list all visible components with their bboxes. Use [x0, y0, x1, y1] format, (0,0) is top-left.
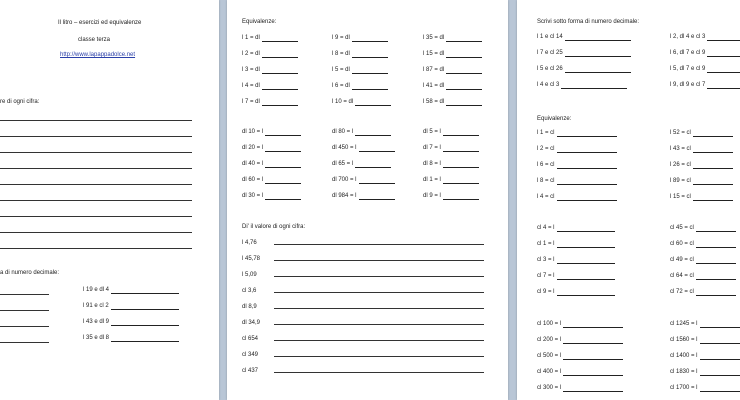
equivalence-item — [670, 50, 740, 57]
answer-blank[interactable] — [443, 194, 479, 200]
exercise-label: l 6 = dl — [332, 83, 350, 89]
digit-value-item — [242, 272, 257, 279]
exercise-label: dl 9 = l — [423, 193, 441, 199]
answer-blank[interactable] — [700, 370, 740, 376]
exercise-label: l 26 = cl — [670, 162, 691, 168]
answer-blank[interactable] — [443, 146, 479, 152]
exercise-label: cl 1400 = l — [670, 353, 698, 359]
equivalence-item — [670, 273, 736, 280]
equivalence-item — [670, 82, 740, 89]
exercise-label: cl 60 = cl — [670, 241, 694, 247]
equivalence-item — [670, 34, 740, 41]
exercise-label: l 58 = dl — [423, 99, 445, 105]
exercise-label: cl 64 = cl — [670, 273, 694, 279]
equivalence-item — [332, 129, 391, 136]
equivalence-item — [423, 67, 482, 74]
answer-blank[interactable] — [700, 338, 740, 344]
answer-blank[interactable] — [355, 162, 391, 168]
equivalence-item — [670, 385, 740, 392]
equivalence-item — [423, 51, 482, 58]
exercise-label: l 41 = dl — [423, 83, 445, 89]
section-heading-equivalences: Equivalenze: — [242, 19, 277, 25]
equivalence-item — [670, 353, 740, 360]
exercise-label: dl 20 = l — [242, 145, 264, 151]
answer-line — [274, 260, 484, 261]
decimal-exercise-item — [83, 287, 179, 294]
answer-blank[interactable] — [561, 83, 627, 89]
digit-value-item — [242, 288, 256, 295]
exercise-label: l 15 = dl — [423, 51, 445, 57]
exercise-label: l 43 e dl 9 — [83, 319, 110, 325]
answer-blank[interactable] — [446, 68, 482, 74]
answer-blank[interactable] — [446, 52, 482, 58]
answer-blank[interactable] — [557, 274, 615, 280]
equivalence-item — [332, 51, 388, 58]
digit-value-item — [242, 352, 258, 359]
equivalence-item — [670, 66, 740, 73]
answer-blank[interactable] — [693, 131, 733, 137]
exercise-label: cl 1830 = l — [670, 369, 698, 375]
answer-blank[interactable] — [693, 163, 733, 169]
equivalence-item — [332, 67, 388, 74]
decimal-exercise-item — [83, 335, 179, 342]
exercise-label: l 43 = cl — [670, 146, 691, 152]
exercise-label: cl 1 = l — [537, 241, 555, 247]
worksheet-page-right — [517, 0, 740, 400]
decimal-exercise-item — [83, 319, 179, 326]
exercise-label: l 2 = cl — [537, 146, 555, 152]
exercise-label: l 3 = dl — [242, 67, 260, 73]
worksheet-page-left — [0, 0, 219, 400]
answer-blank[interactable] — [565, 51, 631, 57]
equivalence-item — [332, 145, 395, 152]
answer-blank[interactable] — [355, 100, 391, 106]
equivalence-item — [242, 51, 298, 58]
equivalence-item — [537, 146, 617, 153]
website-link[interactable]: http://www.lapappadolce.net — [60, 52, 136, 58]
quantity-label: cl 3,6 — [242, 288, 257, 294]
exercise-label: l 7 e cl 25 — [537, 50, 563, 56]
answer-blank[interactable] — [700, 354, 740, 360]
exercise-label: l 89 = cl — [670, 178, 691, 184]
answer-blank[interactable] — [557, 163, 617, 169]
answer-blank[interactable] — [352, 52, 388, 58]
worksheet-class: classe terza — [78, 37, 111, 43]
answer-blank[interactable] — [111, 288, 179, 294]
answer-blank[interactable] — [707, 35, 740, 41]
exercise-label: l 15 = cl — [670, 194, 691, 200]
answer-blank[interactable] — [563, 354, 623, 360]
exercise-label: l 6 = cl — [537, 162, 555, 168]
exercise-label: l 35 = dl — [423, 35, 445, 41]
answer-blank[interactable] — [111, 320, 179, 326]
exercise-label: dl 10 = l — [242, 129, 264, 135]
answer-line — [0, 136, 192, 137]
answer-blank[interactable] — [557, 226, 615, 232]
equivalence-item — [242, 129, 301, 136]
worksheet-title: Il litro – esercizi ed equivalenze — [58, 20, 142, 26]
answer-blank[interactable] — [696, 226, 736, 232]
answer-blank[interactable] — [265, 162, 301, 168]
exercise-label: l 1 = cl — [537, 130, 555, 136]
answer-line — [0, 184, 192, 185]
equivalence-item — [423, 193, 479, 200]
answer-blank[interactable] — [696, 290, 736, 296]
exercise-label: cl 200 = l — [537, 337, 562, 343]
equivalence-item — [537, 353, 623, 360]
exercise-label: l 52 = cl — [670, 130, 691, 136]
equivalence-item — [537, 321, 623, 328]
exercise-label: cl 72 = cl — [670, 289, 694, 295]
exercise-label: l 4 = cl — [537, 194, 555, 200]
answer-blank[interactable] — [565, 35, 631, 41]
exercise-label: cl 7 = l — [537, 273, 555, 279]
exercise-label: cl 300 = l — [537, 385, 562, 391]
answer-line — [0, 248, 192, 249]
exercise-label: dl 450 = l — [332, 145, 357, 151]
equivalence-item — [670, 146, 733, 153]
answer-blank[interactable] — [693, 147, 733, 153]
quantity-label: l 5,09 — [242, 272, 257, 278]
answer-blank[interactable] — [557, 242, 615, 248]
answer-blank[interactable] — [446, 100, 482, 106]
answer-blank[interactable] — [557, 290, 615, 296]
answer-blank[interactable] — [557, 258, 615, 264]
answer-blank[interactable] — [557, 147, 617, 153]
exercise-label: cl 1700 = l — [670, 385, 698, 391]
digit-value-item — [242, 320, 260, 327]
answer-line — [0, 216, 192, 217]
answer-line-short — [0, 326, 49, 327]
answer-blank[interactable] — [355, 130, 391, 136]
equivalence-item — [670, 241, 736, 248]
equivalence-item — [332, 35, 388, 42]
answer-blank[interactable] — [693, 195, 733, 201]
answer-blank[interactable] — [443, 162, 479, 168]
quantity-label: l 45,78 — [242, 256, 261, 262]
equivalence-item — [670, 321, 740, 328]
answer-blank[interactable] — [696, 258, 736, 264]
equivalence-item — [423, 161, 479, 168]
answer-blank[interactable] — [262, 52, 298, 58]
equivalence-item — [242, 193, 301, 200]
digit-value-item — [242, 368, 258, 375]
exercise-label: cl 9 = l — [537, 289, 555, 295]
quantity-label: cl 349 — [242, 352, 259, 358]
answer-blank[interactable] — [352, 84, 388, 90]
equivalence-item — [537, 273, 615, 280]
equivalence-item — [332, 83, 388, 90]
exercise-label: cl 4 = l — [537, 225, 555, 231]
equivalence-item — [423, 145, 479, 152]
answer-blank[interactable] — [557, 179, 617, 185]
equivalence-item — [670, 178, 733, 185]
exercise-label: l 2, dl 4 e cl 3 — [670, 34, 706, 40]
section-heading-decimal: a di numero decimale: — [0, 270, 60, 276]
exercise-label: l 5 = dl — [332, 67, 350, 73]
exercise-label: cl 1560 = l — [670, 337, 698, 343]
equivalence-item — [423, 99, 482, 106]
answer-blank[interactable] — [707, 51, 740, 57]
answer-line — [274, 276, 484, 277]
digit-value-item — [242, 336, 258, 343]
equivalence-item — [332, 193, 395, 200]
exercise-label: cl 400 = l — [537, 369, 562, 375]
exercise-label: l 10 = dl — [332, 99, 354, 105]
equivalence-item — [670, 130, 733, 137]
equivalence-item — [242, 83, 298, 90]
equivalence-item — [537, 34, 631, 41]
answer-blank[interactable] — [700, 386, 740, 392]
answer-line-short — [0, 310, 49, 311]
section-heading-decimal-form: Scrivi sotto forma di numero decimale: — [537, 19, 640, 25]
equivalence-item — [242, 35, 298, 42]
exercise-label: l 6, dl 7 e cl 9 — [670, 50, 706, 56]
equivalence-item — [670, 257, 736, 264]
digit-value-item — [242, 240, 257, 247]
equivalence-item — [537, 162, 617, 169]
exercise-label: l 5 e cl 26 — [537, 66, 563, 72]
exercise-label: dl 65 = l — [332, 161, 354, 167]
equivalence-item — [423, 129, 479, 136]
quantity-label: cl 437 — [242, 368, 259, 374]
answer-blank[interactable] — [557, 195, 617, 201]
exercise-label: l 5, dl 7 e cl 9 — [670, 66, 706, 72]
answer-blank[interactable] — [443, 130, 479, 136]
exercise-label: cl 49 = cl — [670, 257, 694, 263]
equivalence-item — [332, 99, 391, 106]
answer-line — [274, 324, 484, 325]
exercise-label: l 1 = dl — [242, 35, 260, 41]
answer-blank[interactable] — [265, 130, 301, 136]
exercise-label: l 8 = cl — [537, 178, 555, 184]
decimal-exercise-item — [83, 303, 179, 310]
equivalence-item — [670, 369, 740, 376]
equivalence-item — [423, 83, 482, 90]
answer-blank[interactable] — [563, 322, 623, 328]
answer-blank[interactable] — [359, 146, 395, 152]
exercise-label: l 35 e dl 8 — [83, 335, 110, 341]
equivalence-item — [537, 225, 615, 232]
answer-blank[interactable] — [696, 274, 736, 280]
exercise-label: l 8 = dl — [332, 51, 350, 57]
answer-blank[interactable] — [693, 179, 733, 185]
answer-blank[interactable] — [262, 36, 298, 42]
quantity-label: dl 34,9 — [242, 320, 261, 326]
exercise-label: l 7 = dl — [242, 99, 260, 105]
answer-blank[interactable] — [446, 84, 482, 90]
answer-line — [0, 120, 192, 121]
quantity-label: dl 8,9 — [242, 304, 257, 310]
equivalence-item — [670, 289, 736, 296]
equivalence-item — [670, 225, 736, 232]
exercise-label: dl 30 = l — [242, 193, 264, 199]
answer-blank[interactable] — [352, 36, 388, 42]
quantity-label: l 4,76 — [242, 240, 257, 246]
answer-line — [274, 244, 484, 245]
equivalence-item — [242, 67, 298, 74]
equivalence-item — [242, 99, 298, 106]
answer-blank[interactable] — [696, 242, 736, 248]
digit-value-item — [242, 256, 260, 263]
answer-blank[interactable] — [359, 194, 395, 200]
answer-line — [0, 200, 192, 201]
answer-blank[interactable] — [443, 178, 479, 184]
exercise-label: cl 1245 = l — [670, 321, 698, 327]
exercise-label: l 19 e dl 4 — [83, 287, 110, 293]
section-heading-digit-values: Di' il valore di ogni cifra: — [242, 224, 306, 230]
answer-blank[interactable] — [262, 100, 298, 106]
worksheet-page-middle — [227, 0, 508, 400]
equivalence-item — [537, 289, 615, 296]
equivalence-item — [242, 177, 301, 184]
answer-blank[interactable] — [700, 322, 740, 328]
exercise-label: l 91 e cl 2 — [83, 303, 109, 309]
equivalence-item — [537, 130, 617, 137]
equivalence-item — [537, 337, 623, 344]
answer-blank[interactable] — [262, 68, 298, 74]
answer-blank[interactable] — [557, 131, 617, 137]
exercise-label: cl 100 = l — [537, 321, 562, 327]
exercise-label: l 9, dl 9 e cl 7 — [670, 82, 706, 88]
answer-blank[interactable] — [359, 178, 395, 184]
answer-blank[interactable] — [446, 36, 482, 42]
equivalence-item — [537, 369, 623, 376]
exercise-label: dl 40 = l — [242, 161, 264, 167]
equivalence-item — [332, 161, 391, 168]
answer-line — [0, 232, 192, 233]
equivalence-item — [423, 177, 479, 184]
answer-line — [274, 372, 484, 373]
exercise-label: l 1 e cl 14 — [537, 34, 563, 40]
answer-blank[interactable] — [565, 67, 631, 73]
answer-blank[interactable] — [563, 386, 623, 392]
equivalence-item — [242, 161, 301, 168]
answer-blank[interactable] — [111, 304, 179, 310]
section-heading-equivalences-right: Equivalenze: — [537, 116, 572, 122]
answer-line — [274, 340, 484, 341]
exercise-label: l 2 = dl — [242, 51, 260, 57]
exercise-label: dl 700 = l — [332, 177, 357, 183]
equivalence-item — [537, 82, 627, 89]
exercise-label: l 87 = dl — [423, 67, 445, 73]
answer-line-short — [0, 342, 49, 343]
equivalence-item — [537, 257, 615, 264]
exercise-label: dl 7 = l — [423, 145, 441, 151]
equivalence-item — [537, 178, 617, 185]
equivalence-item — [670, 162, 733, 169]
exercise-label: l 4 e cl 3 — [537, 82, 560, 88]
exercise-label: cl 500 = l — [537, 353, 562, 359]
answer-blank[interactable] — [265, 146, 301, 152]
answer-line-short — [0, 294, 49, 295]
answer-blank[interactable] — [563, 338, 623, 344]
answer-blank[interactable] — [262, 84, 298, 90]
equivalence-item — [537, 50, 631, 57]
section-heading-values: re di ogni cifra: — [0, 99, 40, 105]
answer-line — [274, 356, 484, 357]
answer-blank[interactable] — [352, 68, 388, 74]
equivalence-item — [423, 35, 482, 42]
answer-blank[interactable] — [265, 178, 301, 184]
answer-blank[interactable] — [707, 83, 740, 89]
exercise-label: dl 5 = l — [423, 129, 441, 135]
exercise-label: cl 45 = cl — [670, 225, 694, 231]
answer-line — [274, 292, 484, 293]
answer-blank[interactable] — [111, 336, 179, 342]
exercise-label: cl 3 = l — [537, 257, 555, 263]
answer-line — [0, 152, 192, 153]
equivalence-item — [537, 194, 617, 201]
exercise-label: dl 984 = l — [332, 193, 357, 199]
answer-blank[interactable] — [563, 370, 623, 376]
exercise-label: dl 8 = l — [423, 161, 441, 167]
answer-blank[interactable] — [707, 67, 740, 73]
equivalence-item — [537, 66, 631, 73]
answer-line — [274, 308, 484, 309]
exercise-label: dl 80 = l — [332, 129, 354, 135]
equivalence-item — [670, 194, 733, 201]
equivalence-item — [332, 177, 395, 184]
exercise-label: l 4 = dl — [242, 83, 260, 89]
exercise-label: l 9 = dl — [332, 35, 350, 41]
quantity-label: cl 654 — [242, 336, 259, 342]
equivalence-item — [537, 241, 615, 248]
answer-line — [0, 168, 192, 169]
exercise-label: dl 1 = l — [423, 177, 441, 183]
answer-blank[interactable] — [265, 194, 301, 200]
equivalence-item — [537, 385, 623, 392]
equivalence-item — [242, 145, 301, 152]
digit-value-item — [242, 304, 257, 311]
equivalence-item — [670, 337, 740, 344]
exercise-label: dl 60 = l — [242, 177, 264, 183]
